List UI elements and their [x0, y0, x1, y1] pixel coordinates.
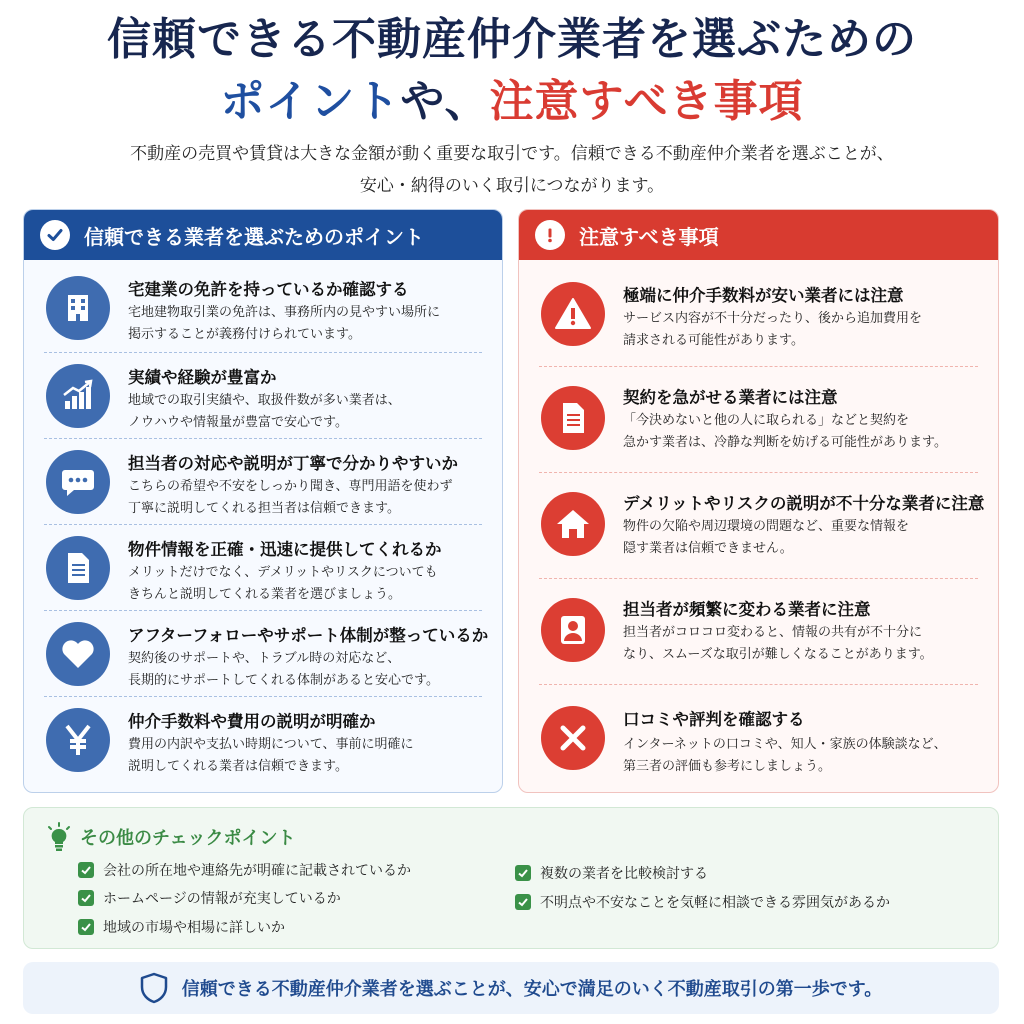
- point-item: [42, 530, 488, 610]
- point-title: 担当者の対応や説明が丁寧で分かりやすいか: [128, 454, 458, 473]
- person-icon: [541, 598, 605, 662]
- caution-desc-2: 急かす業者は、冷静な判断を妨げる可能性があります。: [623, 435, 947, 450]
- checkpoints-title: [46, 822, 295, 852]
- point-desc-1: 費用の内訳や支払い時期について、事前に明確に: [128, 737, 414, 752]
- checklist-item-text: 不明点や不安なことを気軽に相談できる雰囲気があるか: [540, 895, 890, 911]
- checkbox-checked-icon: [515, 865, 531, 881]
- house-icon: [541, 492, 605, 556]
- caution-title: 口コミや評判を確認する: [623, 710, 805, 729]
- item-divider: [539, 684, 978, 685]
- point-desc-2: 丁寧に説明してくれる担当者は信頼できます。: [128, 501, 400, 516]
- caution-title: 担当者が頻繁に変わる業者に注意: [623, 600, 871, 619]
- point-title: 物件情報を正確・迅速に提供してくれるか: [128, 540, 442, 559]
- cautions-panel-heading: 注意すべき事項: [579, 224, 719, 249]
- checkbox-checked-icon: [78, 862, 94, 878]
- item-divider: [539, 472, 978, 473]
- point-desc-2: 長期的にサポートしてくれる体制があると安心です。: [128, 673, 439, 688]
- document-icon: [46, 536, 110, 600]
- checklist-item-text: ホームページの情報が充実しているか: [103, 891, 341, 907]
- point-item: [42, 702, 488, 782]
- points-panel-header: [24, 210, 502, 260]
- footer-text: 信頼できる不動産仲介業者を選ぶことが、安心で満足のいく不動産取引の第一歩です。: [181, 979, 883, 1000]
- point-title: アフターフォローやサポート体制が整っているか: [128, 626, 489, 645]
- checkbox-checked-icon: [78, 890, 94, 906]
- chat-bubble-icon: [46, 450, 110, 514]
- intro-line1: 不動産の売買や賃貸は大きな金額が動く重要な取引です。信頼できる不動産仲介業者を選ぶことが、: [130, 144, 894, 164]
- point-desc-1: メリットだけでなく、デメリットやリスクについても: [128, 565, 438, 580]
- checkbox-checked-icon: [515, 894, 531, 910]
- checklist-item: [515, 863, 708, 883]
- checkbox-checked-icon: [78, 919, 94, 935]
- point-item: [42, 358, 488, 438]
- cautions-panel-header: [519, 210, 998, 260]
- cautions-panel: [518, 209, 999, 793]
- item-divider: [44, 610, 482, 611]
- caution-desc-2: 隠す業者は信頼できません。: [623, 541, 793, 556]
- growth-chart-icon: [46, 364, 110, 428]
- page-title-line2: [0, 74, 1024, 130]
- point-title: 仲介手数料や費用の説明が明確か: [128, 712, 376, 731]
- yen-icon: [46, 708, 110, 772]
- caution-desc-1: 「今決めないと他の人に取られる」などと契約を: [623, 413, 910, 428]
- checkpoints-title-text: その他のチェックポイント: [80, 828, 296, 849]
- page-title-line1: 信頼できる不動産仲介業者を選ぶための: [107, 14, 917, 65]
- caution-desc-2: 第三者の評価も参考にしましょう。: [623, 759, 832, 774]
- lightbulb-icon: [46, 822, 72, 852]
- checklist-item-text: 複数の業者を比較検討する: [540, 866, 708, 882]
- checklist-item: [78, 888, 341, 908]
- points-panel: [23, 209, 503, 793]
- caution-desc-1: 物件の欠陥や周辺環境の問題など、重要な情報を: [623, 519, 910, 534]
- point-desc-2: ノウハウや情報量が豊富で安心です。: [128, 415, 348, 430]
- caution-desc-1: サービス内容が不十分だったり、後から追加費用を: [623, 311, 923, 326]
- item-divider: [44, 524, 482, 525]
- footer-banner: [23, 962, 999, 1014]
- item-divider: [44, 352, 482, 353]
- point-item: [42, 270, 488, 350]
- point-title: 宅建業の免許を持っているか確認する: [128, 280, 409, 299]
- caution-item: [537, 590, 984, 686]
- point-desc-1: 契約後のサポートや、トラブル時の対応など、: [128, 651, 401, 666]
- item-divider: [539, 366, 978, 367]
- checklist-item: [515, 892, 890, 912]
- caution-desc-1: インターネットの口コミや、知人・家族の体験談など、: [623, 737, 947, 752]
- title-points: ポイント: [220, 76, 401, 127]
- caution-desc-1: 担当者がコロコロ変わると、情報の共有が不十分に: [623, 625, 923, 640]
- exclamation-icon: [535, 220, 565, 250]
- title-cautions: 注意すべき事項: [489, 76, 804, 127]
- checklist-item-text: 会社の所在地や連絡先が明確に記載されているか: [103, 863, 411, 879]
- shield-icon: [140, 972, 168, 1004]
- caution-item: [537, 274, 984, 370]
- caution-item: [537, 696, 984, 792]
- caution-title: 極端に仲介手数料が安い業者には注意: [623, 286, 904, 305]
- item-divider: [539, 578, 978, 579]
- x-icon: [541, 706, 605, 770]
- item-divider: [44, 438, 482, 439]
- intro-line2: 安心・納得のいく取引につながります。: [359, 176, 665, 196]
- point-title: 実績や経験が豊富か: [128, 368, 277, 387]
- checklist-item: [78, 917, 285, 937]
- point-desc-2: きちんと説明してくれる業者を選びましょう。: [128, 587, 402, 602]
- caution-item: [537, 484, 984, 580]
- title-connector: や、: [400, 76, 490, 127]
- point-desc-2: 掲示することが義務付けられています。: [128, 327, 361, 342]
- document-icon: [541, 386, 605, 450]
- caution-desc-2: 請求される可能性があります。: [623, 333, 804, 348]
- points-panel-heading: 信頼できる業者を選ぶためのポイント: [84, 224, 424, 249]
- point-desc-1: 地域での取引実績や、取扱件数が多い業者は、: [128, 393, 401, 408]
- point-item: [42, 616, 488, 696]
- other-checkpoints: [23, 807, 999, 949]
- caution-item: [537, 378, 984, 474]
- checklist-item-text: 地域の市場や相場に詳しいか: [103, 920, 285, 936]
- caution-title: 契約を急がせる業者には注意: [623, 388, 838, 407]
- point-item: [42, 444, 488, 524]
- caution-title: デメリットやリスクの説明が不十分な業者に注意: [623, 494, 985, 513]
- heart-icon: [46, 622, 110, 686]
- building-icon: [46, 276, 110, 340]
- point-desc-1: 宅地建物取引業の免許は、事務所内の見やすい場所に: [128, 305, 441, 320]
- checklist-item: [78, 860, 411, 880]
- point-desc-2: 説明してくれる業者は信頼できます。: [128, 759, 348, 774]
- point-desc-1: こちらの希望や不安をしっかり聞き、専門用語を使わず: [128, 479, 453, 494]
- item-divider: [44, 696, 482, 697]
- warning-icon: [541, 282, 605, 346]
- checkmark-icon: [40, 220, 70, 250]
- caution-desc-2: なり、スムーズな取引が難しくなることがあります。: [623, 647, 933, 662]
